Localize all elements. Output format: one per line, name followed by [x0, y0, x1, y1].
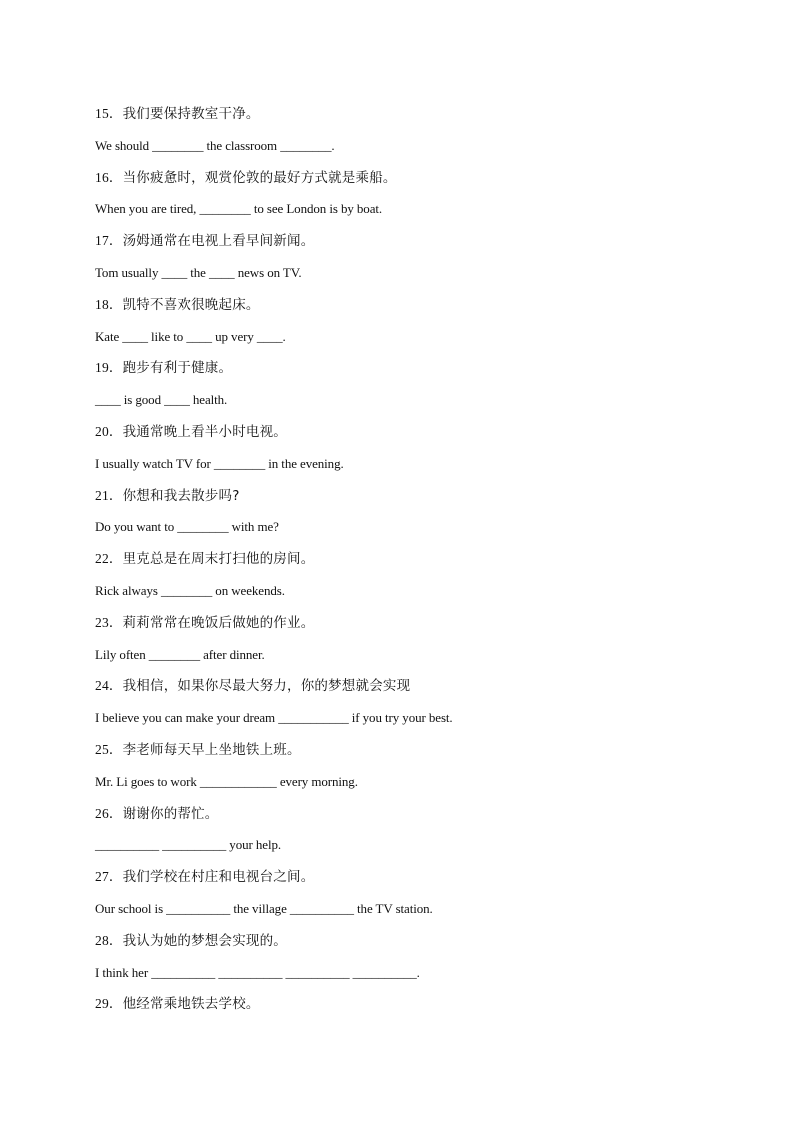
question-item: [95, 162, 735, 226]
question-english-line: Tom usually ____ the ____ news on TV.: [95, 264, 302, 280]
question-chinese-line: [95, 352, 735, 384]
question-chinese-line: [95, 225, 735, 257]
question-item: [95, 607, 735, 671]
question-number: 23．: [95, 614, 123, 630]
question-english-line: When you are tired, ________ to see London is by boat.: [95, 201, 383, 217]
question-number: 15．: [95, 106, 123, 121]
question-chinese-line: [95, 480, 735, 512]
question-item: [95, 670, 735, 734]
question-chinese-line: [95, 162, 735, 194]
question-chinese-text: 里克总是在周末打扫他的房间。: [122, 551, 315, 568]
question-english-line: ____ is good ____ health.: [95, 392, 228, 408]
question-item: [95, 416, 735, 480]
question-chinese-line: [95, 988, 735, 1020]
question-chinese-text: 谢谢你的帮忙。: [122, 805, 219, 822]
question-english-line: Kate ____ like to ____ up very ____.: [95, 328, 286, 344]
question-chinese-text: 汤姆通常在电视上看早间新闻。: [122, 233, 315, 250]
question-number: 28．: [95, 932, 123, 948]
question-item: [95, 289, 735, 353]
question-chinese-line: [95, 607, 735, 639]
question-number: 27．: [95, 869, 123, 885]
question-english-line: I believe you can make your dream ___________ if you try your best.: [95, 710, 453, 726]
question-chinese-text: 我们要保持教室干净。: [122, 106, 260, 122]
question-chinese-line: [95, 98, 735, 130]
question-item: [95, 861, 735, 925]
question-item: [95, 734, 735, 798]
question-number: 19．: [95, 360, 123, 376]
question-number: 21．: [95, 487, 123, 503]
question-english-line: Lily often ________ after dinner.: [95, 646, 265, 662]
question-english-line: Do you want to ________ with me?: [95, 519, 279, 535]
question-english-line: __________ __________ your help.: [95, 837, 282, 853]
question-chinese-line: [95, 861, 735, 893]
question-item: [95, 988, 735, 1020]
question-chinese-line: [95, 925, 735, 957]
question-item: [95, 225, 735, 289]
question-item: [95, 925, 735, 989]
question-chinese-line: [95, 798, 735, 830]
question-chinese-text: 我们学校在村庄和电视台之间。: [122, 869, 315, 886]
question-item: [95, 352, 735, 416]
question-number: 25．: [95, 741, 123, 757]
question-english-line: Our school is __________ the village __________ the TV station.: [95, 900, 433, 916]
question-item: [95, 98, 735, 162]
question-chinese-text: 跑步有利于健康。: [122, 360, 233, 377]
question-chinese-line: [95, 289, 735, 321]
question-english-line: Rick always ________ on weekends.: [95, 582, 285, 598]
question-chinese-text: 我相信，如果你尽最大努力，你的梦想就会实现: [122, 678, 411, 695]
question-chinese-text: 你想和我去散步吗?: [122, 487, 240, 504]
question-english-line: Mr. Li goes to work ____________ every morning.: [95, 773, 358, 789]
question-number: 18．: [95, 296, 123, 312]
question-list: [95, 98, 735, 1020]
question-chinese-line: [95, 416, 735, 448]
question-chinese-text: 他经常乘地铁去学校。: [122, 996, 260, 1013]
question-chinese-line: [95, 670, 735, 702]
question-item: [95, 480, 735, 544]
question-chinese-line: [95, 543, 735, 575]
question-chinese-text: 凯特不喜欢很晚起床。: [122, 296, 260, 313]
question-item: [95, 543, 735, 607]
question-chinese-text: 当你疲惫时，观赏伦敦的最好方式就是乘船。: [122, 169, 397, 186]
question-chinese-text: 我认为她的梦想会实现的。: [122, 932, 288, 949]
question-number: 24．: [95, 678, 123, 694]
question-english-line: We should ________ the classroom ________.: [95, 137, 335, 153]
question-number: 29．: [95, 996, 123, 1012]
question-chinese-text: 李老师每天早上坐地铁上班。: [122, 741, 301, 758]
question-chinese-line: [95, 734, 735, 766]
question-number: 16．: [95, 169, 123, 185]
question-english-line: I usually watch TV for ________ in the evening.: [95, 455, 344, 471]
question-chinese-text: 莉莉常常在晚饭后做她的作业。: [122, 614, 315, 631]
question-number: 26．: [95, 805, 123, 821]
question-chinese-text: 我通常晚上看半小时电视。: [122, 423, 288, 440]
question-number: 20．: [95, 423, 123, 439]
question-english-line: I think her __________ __________ __________ __________.: [95, 964, 420, 980]
question-number: 22．: [95, 551, 123, 567]
question-number: 17．: [95, 233, 123, 249]
question-item: [95, 798, 735, 862]
